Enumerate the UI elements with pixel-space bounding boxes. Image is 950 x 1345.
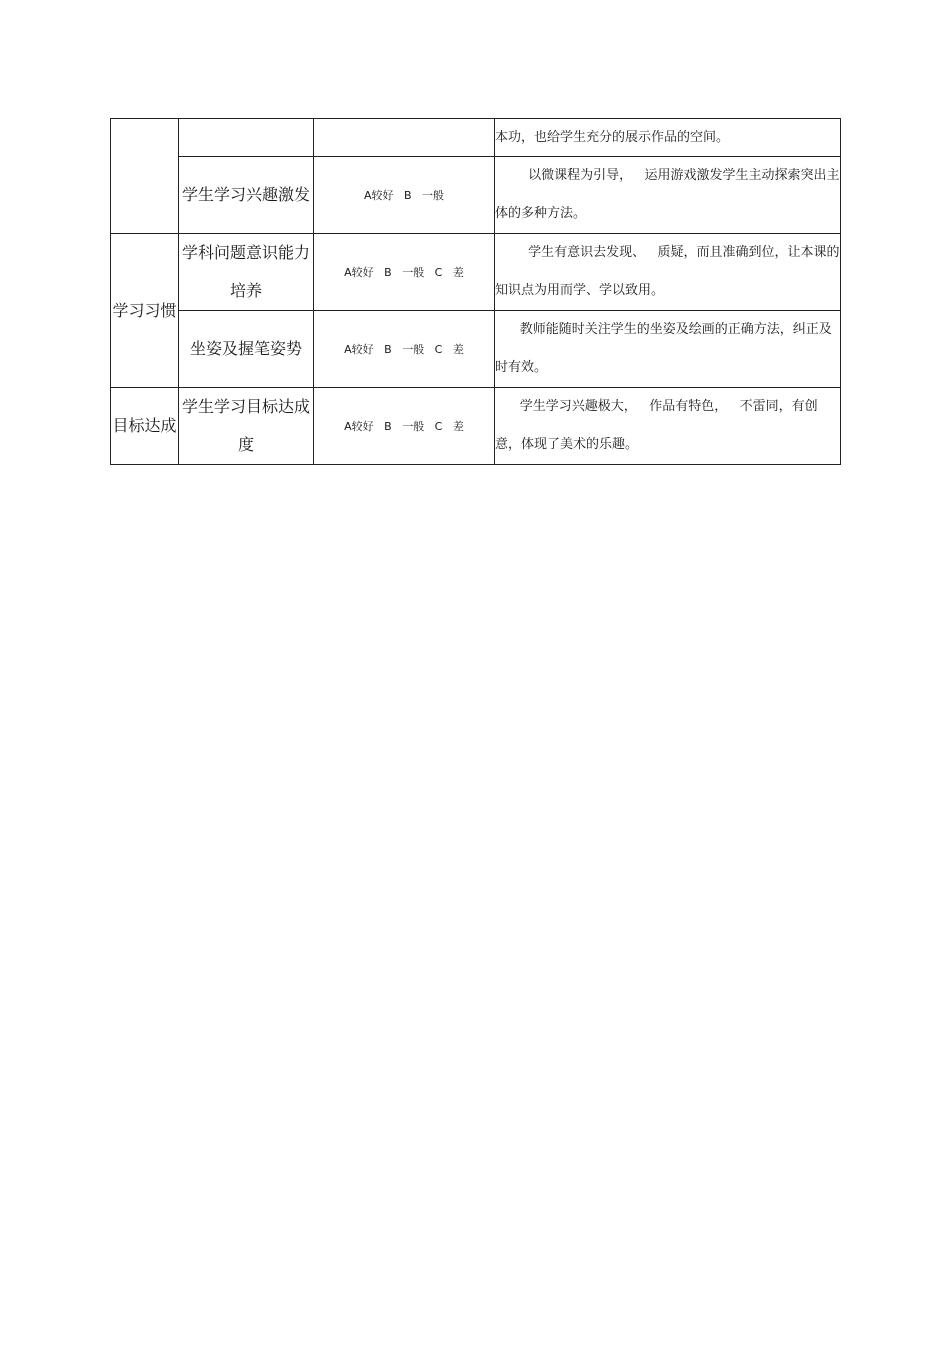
evaluation-table	[110, 118, 841, 465]
table-row	[111, 311, 841, 388]
comment-cell: 以微课程为引导， 运用游戏激发学生主动探索突出主体的多种方法。	[495, 157, 841, 234]
comment-cell: 学生学习兴趣极大， 作品有特色， 不雷同，有创意，体现了美术的乐趣。	[495, 388, 841, 465]
rating-cell: A较好 B 一般	[314, 157, 495, 234]
item-cell: 学生学习兴趣激发	[179, 157, 314, 234]
comment-cell: 学生有意识去发现、 质疑，而且准确到位，让本课的知识点为用而学、学以致用。	[495, 234, 841, 311]
comment-cell: 本功，也给学生充分的展示作品的空间。	[495, 119, 841, 157]
table-row	[111, 234, 841, 311]
comment-cell: 教师能随时关注学生的坐姿及绘画的正确方法，纠正及时有效。	[495, 311, 841, 388]
category-cell: 学习习惯	[111, 234, 179, 388]
item-cell: 学生学习目标达成度	[179, 388, 314, 465]
item-cell	[179, 119, 314, 157]
rating-cell	[314, 119, 495, 157]
category-cell: 目标达成	[111, 388, 179, 465]
table-row	[111, 388, 841, 465]
rating-cell: A较好 B 一般 C 差	[314, 388, 495, 465]
category-cell	[111, 119, 179, 234]
table-row	[111, 119, 841, 157]
table-row	[111, 157, 841, 234]
rating-cell: A较好 B 一般 C 差	[314, 311, 495, 388]
item-cell: 坐姿及握笔姿势	[179, 311, 314, 388]
item-cell: 学科问题意识能力培养	[179, 234, 314, 311]
rating-cell: A较好 B 一般 C 差	[314, 234, 495, 311]
